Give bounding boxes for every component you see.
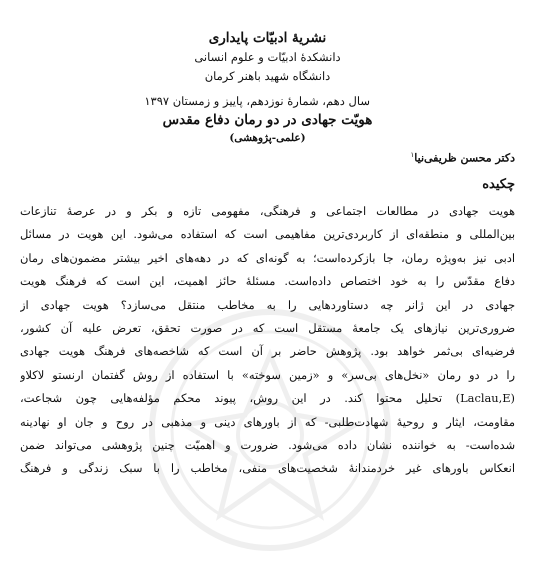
author-footnote-marker: ۱	[410, 151, 415, 159]
article-category: (علمی-پژوهشی)	[229, 132, 306, 144]
abstract-line: را در دو رمان «نخل‌های بی‌سر» و «زمین سوخته» با استفاده از روش گفتمان ارنستو لاکلاو	[20, 367, 515, 382]
abstract-line: هویت جهادی در مطالعات اجتماعی و فرهنگی، مفهومی تازه و بکر و در عرصۀ تنازعات	[20, 204, 515, 218]
abstract-line: (Laclau,E) تحلیل محتوا کند. در این روش، پیوند محکم مؤلفه‌هایی چون شجاعت،	[20, 391, 515, 406]
abstract-line: ادبی نیز به‌ویژه رمان، جا بازکرده‌است؛ به گونه‌ای که در دهه‌های اخیر بیشتر مضمون‌های رمان	[20, 250, 515, 265]
abstract-line: ضروری‌ترین نیازهای یک جامعۀ مستقل است که در صورت تحقق، تعرض علیه آن کشور،	[20, 320, 515, 335]
journal-name: نشریۀ ادبیّات پایداری	[208, 30, 327, 46]
faculty-name: دانشکدۀ ادبیّات و علوم انسانی	[194, 50, 341, 64]
abstract-line: جهادی در این ژانر چه دستاوردهایی را به مخاطب منتقل می‌سازد؟ هویت جهادی از	[20, 297, 515, 312]
abstract-line: دفاع مقدّس را به خود اختصاص داده‌است. مسئلۀ حائز اهمیت، این است که فرهنگ هویت	[20, 274, 515, 289]
author-line	[411, 151, 515, 165]
abstract-line: انعکاس باورهای غیر خردمندانۀ شخصیت‌های منفی، مخاطب را با سبک زندگی و فرهنگ	[20, 461, 515, 476]
abstract-line: مقاومت، ایثار و روحیۀ شهادت‌طلبی- که از باورهای دینی و مذهبی در روح و جان او نهادینه	[20, 414, 515, 429]
abstract-line: شده‌است- به خواننده نشان داده می‌شود. ضرورت و اهمیّت چنین پژوهشی می‌تواند ضمن	[20, 437, 515, 452]
issue-info: سال دهم، شمارۀ نوزدهم، پاییز و زمستان ۱۳۹۷	[144, 94, 370, 108]
article-title: هویّت جهادی در دو رمان دفاع مقدس	[162, 112, 373, 128]
abstract-heading: چکیده	[482, 177, 515, 192]
abstract-line: بین‌المللی و منطقه‌ای از کاربردی‌ترین مفاهیمی است که استفاده می‌شود. این هویت در مسائل	[20, 227, 515, 242]
abstract-line: فرضیه‌ای بی‌ثمر خواهد بود. پژوهش حاضر بر آن است که شاخصه‌های فرهنگ هویت جهادی	[20, 344, 515, 359]
author-name: دکتر محسن ظریفی‌نیا	[414, 151, 515, 165]
university-name: دانشگاه شهید باهنر کرمان	[204, 69, 331, 83]
abstract-body	[20, 200, 515, 481]
